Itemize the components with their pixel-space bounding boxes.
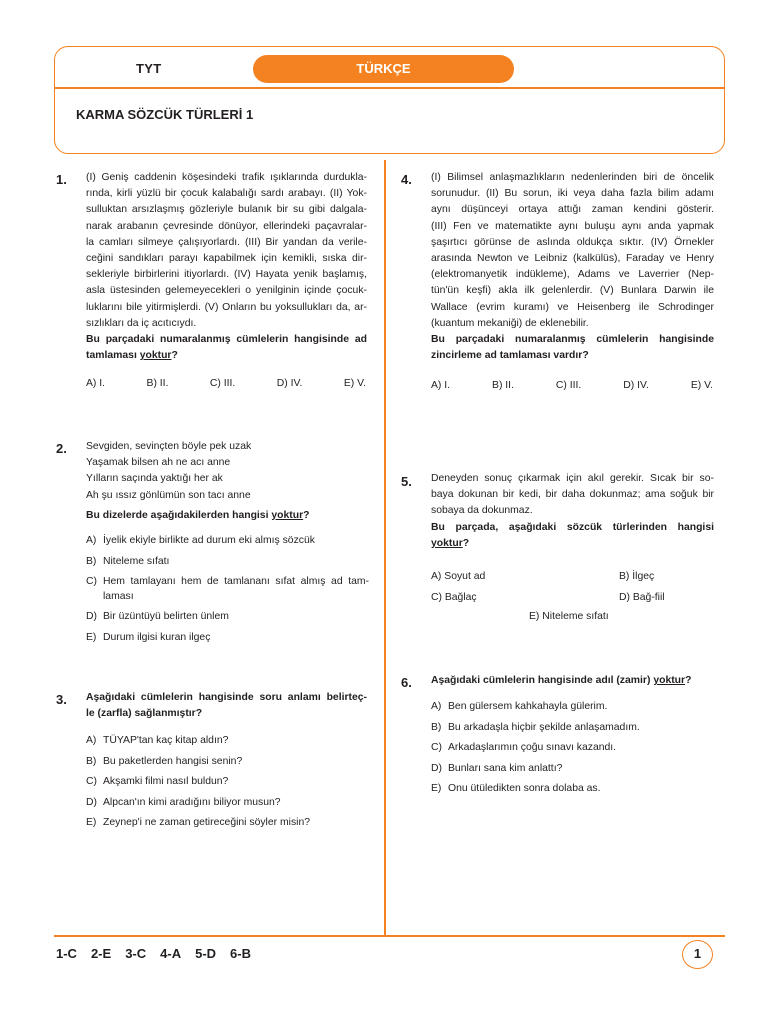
- choice-e[interactable]: E) V.: [690, 380, 713, 391]
- question-5-choices: [431, 571, 714, 621]
- page-number: 1: [682, 940, 713, 969]
- choice-a[interactable]: A) Ben gülersem kahkahayla gülerim.: [431, 701, 608, 712]
- answer-item: 2-E: [90, 946, 112, 961]
- choice-e[interactable]: E) Niteleme sıfatı: [529, 611, 609, 622]
- choice-b[interactable]: B) II.: [492, 380, 514, 391]
- passage-line: sorunudur. (II) Bu sorun, iki veya daha fazla bilim adamı: [431, 188, 714, 200]
- passage-line: sulluktan arsızlaşmış gözleriyle bulanık bir su gibi dalgala-: [86, 204, 367, 216]
- header-divider: [54, 87, 725, 89]
- choice-b[interactable]: B) İlgeç: [619, 571, 655, 582]
- passage-line: (I) Bilimsel anlaşmazlıkların nedenlerinden biri de öncelik: [431, 172, 714, 183]
- passage-line: rında, kirli yüzlü bir çocuk kalabalığı sardı arabayı. (II) Yok-: [86, 188, 367, 200]
- question-3-choices: [86, 731, 369, 834]
- question-6-number: 6.: [401, 675, 412, 690]
- choice-b[interactable]: B) Bu arkadaşla hiçbir şekilde anlaşamadım.: [431, 721, 640, 733]
- choice-e[interactable]: E) Onu ütüledikten sonra dolaba as.: [431, 783, 601, 794]
- stem-line: le (zarfla) sağlanmıştır?: [86, 708, 203, 720]
- passage-line: sobaya da dokunmaz.: [431, 505, 533, 517]
- choice-d[interactable]: D) Bağ-fiil: [619, 592, 665, 603]
- exam-label: TYT: [136, 61, 162, 76]
- passage-line: (I) Geniş caddenin köşesindeki trafik ışıklarında durdukla-: [86, 172, 367, 183]
- choice-d[interactable]: D) Bunları sana kim anlattı?: [431, 762, 563, 774]
- choice-c[interactable]: C) III.: [209, 378, 236, 389]
- question-6-stem: [431, 673, 721, 689]
- stem-line: Bu parçadaki numaralanmış cümlelerin hangisinde: [431, 334, 714, 346]
- question-6-choices: [431, 697, 714, 800]
- choice-d[interactable]: D) IV.: [276, 378, 303, 389]
- subject-badge: TÜRKÇE: [253, 55, 514, 83]
- passage-line: arasında Newton ve Leibniz (kalkülüs), Faraday ve Henry: [431, 253, 714, 265]
- choice-d[interactable]: D) IV.: [623, 380, 649, 391]
- choice-a[interactable]: A) TÜYAP'tan kaç kitap aldın?: [86, 735, 229, 746]
- question-1-stem: Bu parçadaki numaralanmış cümlelerin hangisinde ad tamlaması yoktur?: [86, 334, 367, 362]
- stem-line: Bu parçada, aşağıdaki sözcük türlerinden hangisi: [431, 521, 714, 533]
- choice-e[interactable]: E) V.: [343, 378, 366, 389]
- page-title: KARMA SÖZCÜK TÜRLERİ 1: [76, 107, 254, 122]
- poem-line: Ah şu ıssız gönlümün son tacı anne: [86, 489, 251, 501]
- passage-line: sekleriyle birbirlerini itiyorlardı. (IV) Hayata yenik başlamış,: [86, 269, 367, 281]
- choice-c[interactable]: C) Arkadaşlarımın çoğu sınavı kazandı.: [431, 742, 617, 753]
- stem-line: yoktur?: [431, 537, 470, 549]
- passage-line: ceğini sandıkları parayı kapabilmek için kemikli, sıska dir-: [86, 253, 367, 265]
- passage-line: (kuantum mekaniği) de eklenebilir.: [431, 317, 589, 329]
- question-5-number: 5.: [401, 474, 412, 489]
- passage-line: la camları silmeye çalışıyorlardı. (III) Bir yandan da verile-: [86, 236, 367, 248]
- passage-line: (elektromanyetik indükleme), Adams ve Laverrier (Nep-: [431, 269, 714, 281]
- choice-c[interactable]: C) III.: [555, 380, 582, 391]
- question-4-passage: [431, 170, 714, 364]
- question-3-number: 3.: [56, 692, 67, 707]
- stem-line: Aşağıdaki cümlelerin hangisinde adıl (zamir) yoktur?: [431, 675, 692, 686]
- answer-item: 5-D: [195, 946, 217, 961]
- answer-item: 1-C: [56, 946, 77, 961]
- choice-b[interactable]: B) II.: [146, 378, 169, 389]
- answer-key: [56, 946, 251, 961]
- passage-line: Deneyden sonuç çıkarmak için akıl gerekir. Sıcak bir so-: [431, 473, 714, 484]
- question-2-stem: Bu dizelerde aşağıdakilerden hangisi yoktur?: [86, 509, 310, 521]
- poem-line: Sevgiden, sevinçten böyle pek uzak: [86, 441, 252, 452]
- choice-a[interactable]: A) I.: [431, 380, 451, 391]
- passage-line: Wallace (evrim kuramı) ve Heisenberg ile Schrodinger: [431, 301, 714, 313]
- passage-line: aynı düşünceyi ortaya attığı zaman kendini gösterir.: [431, 204, 714, 216]
- footer-divider: [54, 935, 725, 937]
- passage-line: tün'ün keşfi) akla ilk gelenlerdir. (V) Bunlara Darwin ile: [431, 285, 714, 297]
- choice-d[interactable]: D) Bir üzüntüyü belirten ünlem: [86, 611, 229, 622]
- question-2-choices: [86, 531, 369, 648]
- passage-line: (III) Fen ve matematikte aynı buluşu aynı anda yapmak: [431, 220, 714, 232]
- choice-d[interactable]: D) Alpcan'ın kimi aradığını biliyor musun?: [86, 796, 281, 808]
- answer-item: 4-A: [160, 946, 182, 961]
- choice-a[interactable]: A) I.: [86, 378, 106, 389]
- question-1-number: 1.: [56, 172, 67, 187]
- stem-line: zincirleme ad tamlaması vardır?: [431, 350, 589, 362]
- passage-line: asla üstesinden gelemeyecekleri o yenilginin içinde çocuk-: [86, 285, 367, 297]
- question-4-number: 4.: [401, 172, 412, 187]
- passage-line: baya dokunan bir kedi, bir daha dokunmaz; ama soğuk bir: [431, 489, 714, 501]
- answer-item: 6-B: [230, 946, 251, 961]
- poem-line: Yaşamak bilsen ah ne acı anne: [86, 457, 231, 469]
- passage-line: sızlıkları da iç acıtıcıydı.: [86, 317, 197, 329]
- poem-line: Yılların saçında yaktığı her ak: [86, 473, 223, 485]
- passage-line: narak arabanın çevresinde dönüyor, ellerindeki paçavralar-: [86, 220, 367, 232]
- passage-line: luklarını bile yitirmişlerdi. (V) Onların bu yoksullukları da, ar-: [86, 301, 367, 313]
- choice-e[interactable]: E) Durum ilgisi kuran ilgeç: [86, 631, 211, 643]
- choice-a[interactable]: A) İyelik ekiyle birlikte ad durum eki almış sözcük: [86, 535, 315, 546]
- choice-c[interactable]: C) Hem tamlayanı hem de tamlananı sıfat almış ad tam-laması: [86, 576, 369, 602]
- question-5-passage: [431, 471, 714, 552]
- choice-a[interactable]: A) Soyut ad: [431, 571, 486, 582]
- stem-line: Aşağıdaki cümlelerin hangisinde soru anlamı belirteç-: [86, 692, 367, 703]
- question-2-poem: [86, 439, 367, 524]
- choice-c[interactable]: C) Akşamki filmi nasıl buldun?: [86, 776, 229, 787]
- answer-item: 3-C: [125, 946, 147, 961]
- choice-b[interactable]: B) Niteleme sıfatı: [86, 555, 170, 567]
- choice-c[interactable]: C) Bağlaç: [431, 592, 477, 603]
- question-2-number: 2.: [56, 441, 67, 456]
- question-4-choices: [431, 380, 713, 391]
- passage-line: şaşırtıcı görünse de aslında oldukça sıktır. (IV) Örnekler: [431, 236, 714, 248]
- question-1-choices: [86, 378, 366, 389]
- choice-e[interactable]: E) Zeynep'i ne zaman getireceğini söyler misin?: [86, 817, 311, 828]
- question-3-stem: [86, 690, 367, 722]
- question-1-passage: [86, 170, 367, 364]
- choice-b[interactable]: B) Bu paketlerden hangisi senin?: [86, 755, 243, 767]
- column-divider: [384, 160, 386, 935]
